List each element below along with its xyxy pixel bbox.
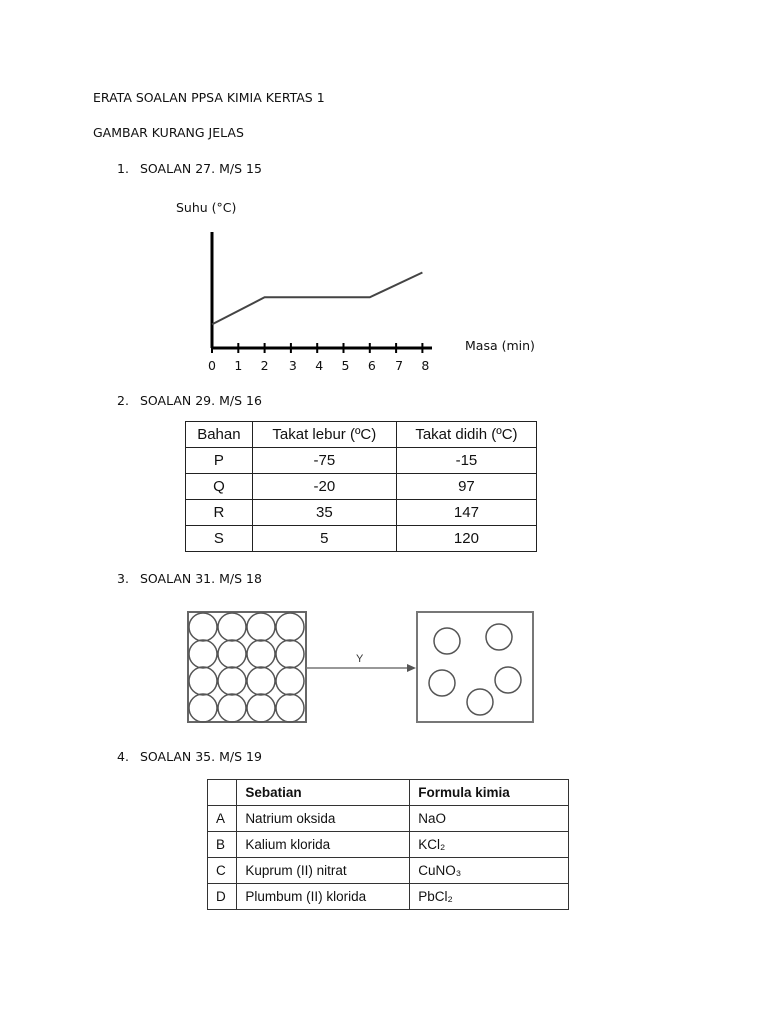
solid-particles [189,613,304,722]
particle [247,667,275,695]
gas-box [417,612,533,722]
question-label: SOALAN 31. M/S 18 [140,571,262,586]
arrow-label: Y [356,653,364,665]
question-number: 1. [117,161,129,176]
table-header-row [208,780,569,806]
particle [276,613,304,641]
particle [189,640,217,668]
table-row [186,474,537,500]
table-cell: A [208,806,237,832]
table-cell: Kalium klorida [237,832,410,858]
particle [247,694,275,722]
series-line [212,272,422,324]
particle [276,667,304,695]
table-row [186,500,537,526]
table-cell: -15 [396,448,536,474]
table-cell: -20 [252,474,396,500]
particle [434,628,460,654]
question-number: 3. [117,571,129,586]
x-tick-label: 0 [208,358,216,373]
x-tick-label: 5 [341,358,350,373]
question-label: SOALAN 35. M/S 19 [140,749,262,764]
table-cell: P [186,448,253,474]
table-cell: NaO [410,806,569,832]
table-row [208,832,569,858]
particle [467,689,493,715]
table-row [208,884,569,910]
table-cell: 5 [252,526,396,552]
table-cell: 97 [396,474,536,500]
table-row [208,858,569,884]
header-cell: Takat lebur (ºC) [252,422,396,448]
x-tick-label: 8 [421,358,430,373]
x-tick-label: 2 [260,358,269,373]
table-cell: Kuprum (II) nitrat [237,858,410,884]
particle [189,667,217,695]
table-cell: Natrium oksida [237,806,410,832]
x-tick-label: 6 [367,358,376,373]
particle-arrangement-diagram [186,610,536,725]
header-cell: Sebatian [237,780,410,806]
table-row [186,526,537,552]
table-cell: B [208,832,237,858]
document-subtitle: GAMBAR KURANG JELAS [93,125,244,140]
y-axis-label: Suhu (°C) [176,200,237,215]
table-cell: 147 [396,500,536,526]
table-cell: Plumbum (II) klorida [237,884,410,910]
table-cell: Q [186,474,253,500]
header-cell [208,780,237,806]
heating-curve-chart [160,190,540,380]
particle [189,613,217,641]
particle [218,613,246,641]
question-number: 2. [117,393,129,408]
question-label: SOALAN 27. M/S 15 [140,161,262,176]
x-tick-label: 4 [315,358,324,373]
table-cell: C [208,858,237,884]
table-cell: 120 [396,526,536,552]
compound-formula-table [207,779,569,910]
x-tick-label: 1 [234,358,243,373]
chart-svg [160,190,540,380]
particles-svg [186,610,536,725]
x-axis-label: Masa (min) [465,338,535,353]
particle [218,694,246,722]
particle [486,624,512,650]
table-cell: 35 [252,500,396,526]
header-cell: Formula kimia [410,780,569,806]
document-title: ERATA SOALAN PPSA KIMIA KERTAS 1 [93,90,325,105]
question-label: SOALAN 29. M/S 16 [140,393,262,408]
table-cell: -75 [252,448,396,474]
header-cell: Takat didih (ºC) [396,422,536,448]
table-row [186,448,537,474]
table-cell: PbCl₂ [410,884,569,910]
particle [189,694,217,722]
particle [429,670,455,696]
table-cell: CuNO₃ [410,858,569,884]
header-cell: Bahan [186,422,253,448]
table-header-row [186,422,537,448]
arrow-head [407,664,416,672]
table-cell: D [208,884,237,910]
x-tick-label: 3 [288,358,297,373]
particle [247,613,275,641]
particle [218,667,246,695]
question-number: 4. [117,749,129,764]
particle [247,640,275,668]
melting-boiling-table [185,421,537,552]
particle [218,640,246,668]
table-cell: R [186,500,253,526]
table-row [208,806,569,832]
particle [276,640,304,668]
table-cell: KCl₂ [410,832,569,858]
table-cell: S [186,526,253,552]
particle [495,667,521,693]
particle [276,694,304,722]
x-tick-label: 7 [395,358,404,373]
